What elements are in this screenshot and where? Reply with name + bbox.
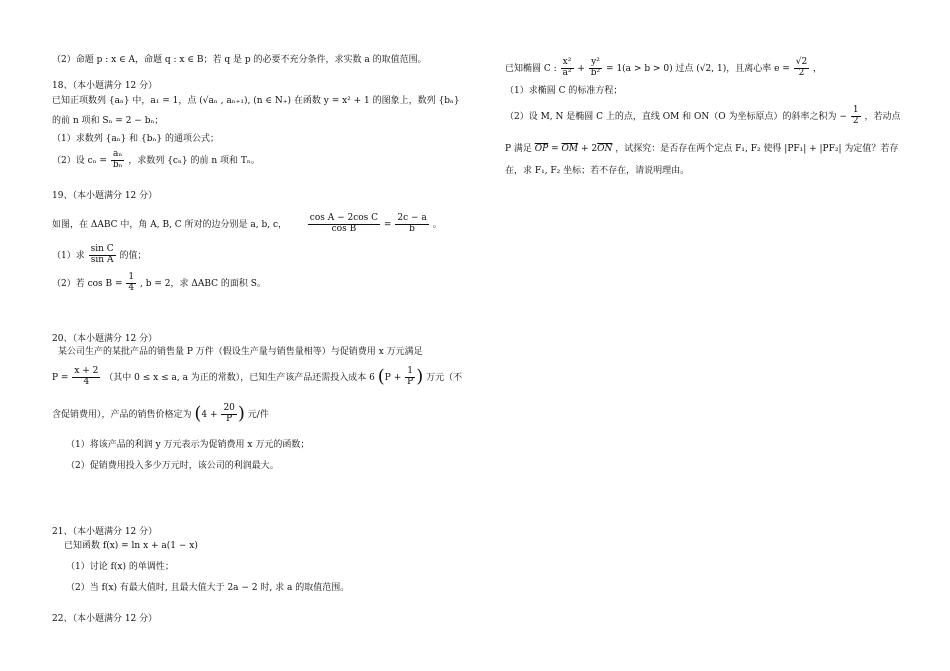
- q18-heading: 18、（本小题满分 12 分）: [52, 81, 158, 91]
- q20-cost-fraction: $\frac{1}{P}$: [407, 365, 414, 387]
- q22-eccentricity-fraction: $\frac{√2}{2}$: [795, 57, 808, 78]
- q19-line1: 如图，在 ΔABC 中，角 A, B, C 所对的边分别是 a, b, c， $\frac{\text{cos A − 2cos C}}{\text{cos B}}$ = $\frac{2c - a}{b}$ 。: [52, 213, 442, 234]
- q20-line3: 含促销费用），产品的销售价格定为 (4 + $\frac{20}{P}$ ) 元/件: [52, 402, 269, 424]
- q22-part1: （1）求椭圆 C 的标准方程；: [505, 86, 623, 96]
- q19-fraction-2: $\frac{2c - a}{b}$: [397, 213, 427, 234]
- q19-sin-fraction: $\frac{\text{sin C}}{\text{sin A}}$: [90, 244, 114, 265]
- q20-sales-fraction: $\frac{x + 2}{4}$: [74, 365, 99, 387]
- q18-fraction: $\frac{\text{aₙ}}{\text{bₙ}}$: [112, 149, 123, 170]
- q20-price-fraction: $\frac{20}{P}$: [223, 402, 235, 424]
- q20-heading: 20、（本小题满分 12 分）: [52, 334, 158, 344]
- q19-part1: （1）求 $\frac{\text{sin C}}{\text{sin A}}$ 的值；: [52, 244, 147, 265]
- q19-heading: 19、（本小题满分 12 分）: [52, 191, 158, 201]
- q20-line1: 某公司生产的某批产品的销售量 P 万件（假设生产量与销售量相等）与促销费用 x 万元满足: [58, 347, 423, 357]
- q20-line2: P = $\frac{x + 2}{4}$ （其中 0 ≤ x ≤ a, a 为正的常数），已知生产该产品还需投入成本 6 (P + $\frac{1}{P}$ ) 万元（不: [52, 365, 463, 387]
- q18-part1: （1）求数列 {aₙ} 和 {bₙ} 的通项公式；: [52, 134, 219, 144]
- q21-part2: （2）当 f(x) 有最大值时, 且最大值大于 2a − 2 时, 求 a 的取值范围。: [66, 583, 350, 593]
- q19-cos-fraction: $\frac{1}{4}$: [128, 272, 135, 293]
- q22-line1: 已知椭圆 C : $\frac{\text{x²}}{\text{a²}}$ + $\frac{\text{y²}}{\text{b²}}$ = 1(a > b > 0) 过点 (√2, 1)，且离心率 e = $\frac{√2}{2}$ ，: [505, 57, 823, 78]
- q17-part2: （2）命题 p : x ∈ A，命题 q : x ∈ B；若 q 是 p 的必要不充分条件，求实数 a 的取值范围。: [52, 55, 427, 65]
- q19-part2: （2）若 cos B = $\frac{1}{4}$ , b = 2，求 ΔABC 的面积 S。: [52, 272, 266, 293]
- q19-fraction-1: $\frac{\text{cos A − 2cos C}}{\text{cos B}}$: [309, 213, 379, 234]
- q22-slope-fraction: $\frac{1}{2}$: [852, 105, 859, 126]
- q22-line4: 在，求 F₁, F₂ 坐标；若不存在，请说明理由。: [505, 166, 690, 176]
- q22-heading: 22、（本小题满分 12 分）: [52, 614, 158, 624]
- q22-y-fraction: $\frac{\text{y²}}{\text{b²}}$: [590, 57, 601, 78]
- q20-part1: （1）将该产品的利润 y 万元表示为促销费用 x 万元的函数；: [66, 440, 310, 450]
- q22-x-fraction: $\frac{\text{x²}}{\text{a²}}$: [562, 57, 572, 78]
- q22-line3: P 满足 $\overline{OP} = \overline{OM} + 2\overline{ON}$ ，试探究：是否存在两个定点 F₁, F₂ 使得 |PF₁| + |PF₂| 为定值？若存: [505, 144, 899, 154]
- q21-heading: 21、（本小题满分 12 分）: [52, 527, 158, 537]
- q20-part2: （2）促销费用投入多少万元时，该公司的利润最大。: [66, 461, 279, 471]
- q21-part1: （1）讨论 f(x) 的单调性；: [66, 562, 174, 572]
- q18-line2: 的前 n 项和 Sₙ = 2 − bₙ；: [52, 116, 164, 126]
- q21-line1: 已知函数 f(x) = ln x + a(1 − x): [64, 541, 198, 551]
- q18-line1: 已知正项数列 {aₙ} 中，a₁ = 1，点 (√aₙ , aₙ₊₁), (n ∈ N₊) 在函数 y = x² + 1 的图象上，数列 {bₙ}: [52, 96, 460, 106]
- q22-part2: （2）设 M, N 是椭圆 C 上的点，直线 OM 和 ON（O 为坐标原点）的斜率之积为 − $\frac{1}{2}$ ，若动点: [505, 105, 901, 126]
- q18-part2: （2）设 cₙ = $\frac{\text{aₙ}}{\text{bₙ}}$ ，求数列 {cₙ} 的前 n 项和 Tₙ。: [52, 149, 260, 170]
